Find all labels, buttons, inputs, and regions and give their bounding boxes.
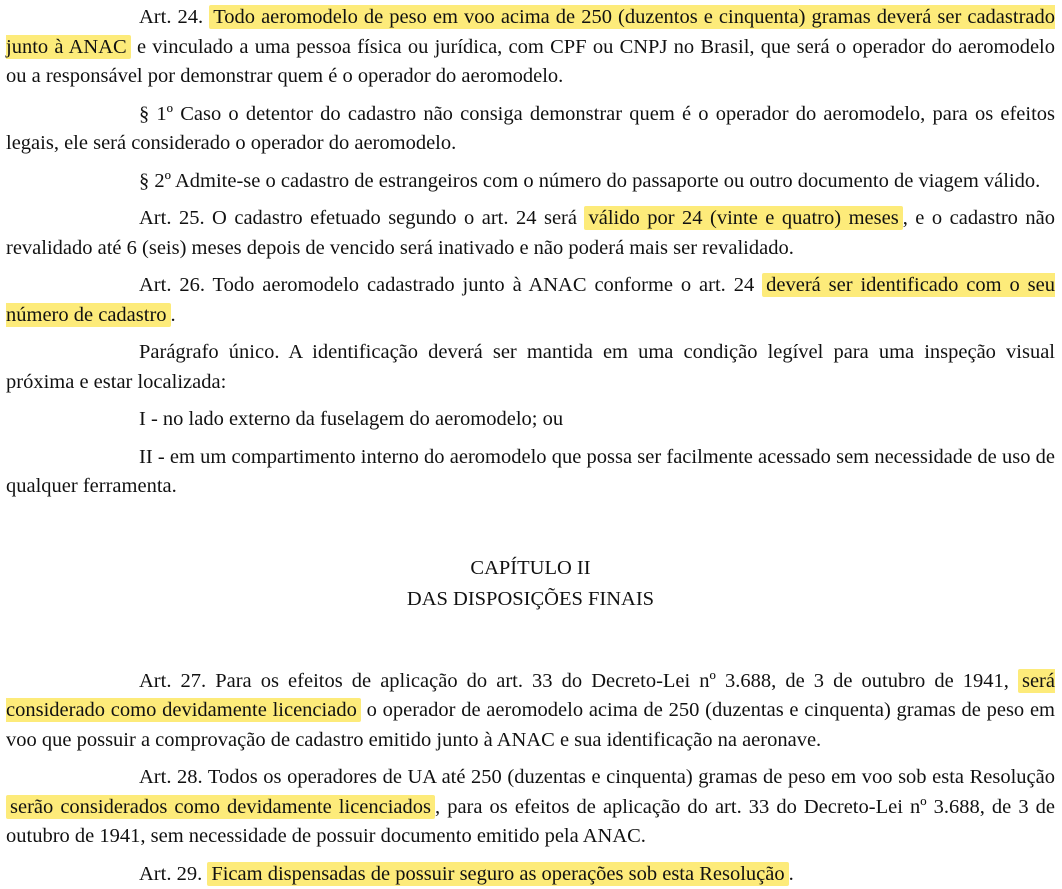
article-26-sole-paragraph: Parágrafo único. A identificação deverá ser mantida em uma condição legível para uma inspeção visual próxima e estar localizada:: [6, 338, 1055, 397]
article-24: [6, 3, 1055, 92]
article-26-text-post: .: [171, 304, 176, 326]
document-page: [6, 3, 1055, 889]
article-27-highlight: será considerado como devidamente licenciado: [6, 669, 1055, 723]
article-29-text-post: .: [789, 863, 794, 885]
chapter-title: CAPÍTULO II: [6, 554, 1055, 584]
chapter-subtitle: DAS DISPOSIÇÕES FINAIS: [6, 585, 1055, 615]
article-26-item-i: I - no lado externo da fuselagem do aeromodelo; ou: [6, 405, 1055, 435]
article-28-highlight: serão considerados como devidamente licenciados: [6, 795, 435, 819]
article-28-text-pre: Art. 28. Todos os operadores de UA até 250 (duzentas e cinquenta) gramas de peso em voo sob esta Resolução: [139, 766, 1055, 788]
article-24-number: Art. 24.: [139, 6, 209, 28]
article-26-item-ii: II - em um compartimento interno do aeromodelo que possa ser facilmente acessado sem necessidade de uso de qualquer ferramenta.: [6, 443, 1055, 502]
article-25: [6, 204, 1055, 263]
article-25-highlight: válido por 24 (vinte e quatro) meses: [584, 206, 902, 230]
article-29: [6, 860, 1055, 889]
article-24-paragraph-1: § 1º Caso o detentor do cadastro não consiga demonstrar quem é o operador do aeromodelo, para os efeitos legais, ele será considerado o operador do aeromodelo.: [6, 100, 1055, 159]
article-28: [6, 763, 1055, 852]
article-26-highlight: deverá ser identificado com o seu número de cadastro: [6, 273, 1055, 327]
article-26-text-pre: Art. 26. Todo aeromodelo cadastrado junto à ANAC conforme o art. 24: [139, 274, 762, 296]
article-27-text-post: o operador de aeromodelo acima de 250 (duzentas e cinquenta) gramas de peso em voo que possuir a comprovação de cadastro emitido junto à ANAC e sua identificação na aeronave.: [6, 699, 1055, 751]
article-25-text-pre: Art. 25. O cadastro efetuado segundo o art. 24 será: [139, 207, 584, 229]
article-24-text: e vinculado a uma pessoa física ou jurídica, com CPF ou CNPJ no Brasil, que será o operador do aeromodelo ou a responsável por demonstrar quem é o operador do aeromodelo.: [6, 36, 1055, 88]
article-28-text-post: , para os efeitos de aplicação do art. 33 do Decreto-Lei nº 3.688, de 3 de outubro de 1941, sem necessidade de possuir documento emitido pela ANAC.: [6, 796, 1055, 848]
article-25-text-post: , e o cadastro não revalidado até 6 (seis) meses depois de vencido será inativado e não poderá mais ser revalidado.: [6, 207, 1055, 259]
article-27-text-pre: Art. 27. Para os efeitos de aplicação do art. 33 do Decreto-Lei nº 3.688, de 3 de outubro de 1941,: [139, 670, 1018, 692]
article-27: [6, 667, 1055, 756]
article-26: [6, 271, 1055, 330]
article-24-highlight: Todo aeromodelo de peso em voo acima de 250 (duzentos e cinquenta) gramas deverá ser cadastrado junto à ANAC: [6, 5, 1055, 59]
article-29-highlight: Ficam dispensadas de possuir seguro as operações sob esta Resolução: [207, 862, 788, 886]
article-24-paragraph-2: § 2º Admite-se o cadastro de estrangeiros com o número do passaporte ou outro documento de viagem válido.: [6, 167, 1055, 197]
article-29-number: Art. 29.: [139, 863, 207, 885]
